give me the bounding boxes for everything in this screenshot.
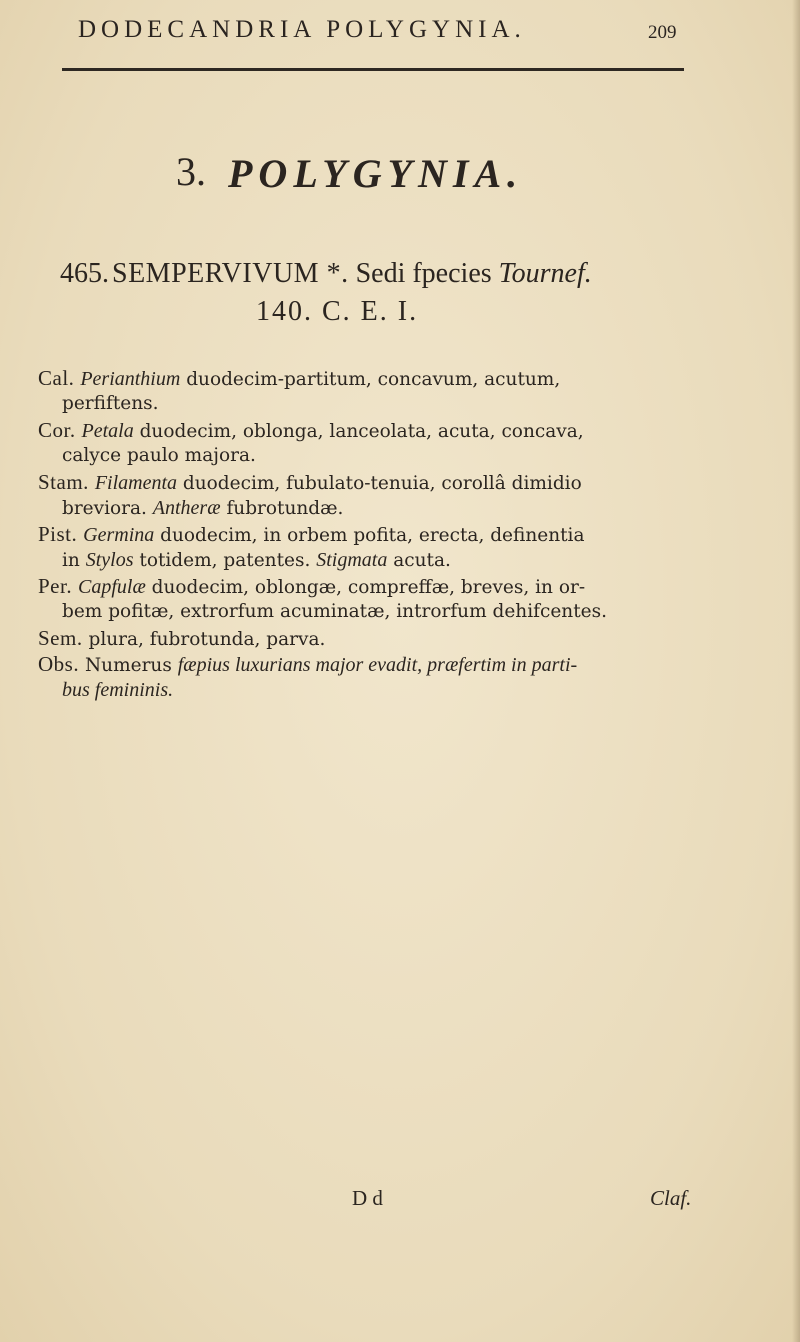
section-title: POLYGYNIA. [228, 151, 524, 196]
term: Antheræ [152, 497, 221, 519]
line-text: duodecim-partitum, concavum, acutum, [180, 369, 561, 390]
part-label: Per. [38, 574, 73, 598]
part-label: Pist. [38, 522, 78, 546]
line-text: bem pofitæ, extrorfum acuminatæ, introrfum dehifcentes. [62, 601, 607, 622]
term: Capfulæ [77, 576, 146, 598]
genus-text: Sedi fpecies [348, 258, 499, 289]
catchword: Claf. [650, 1186, 692, 1210]
text-line [38, 365, 778, 391]
term: Perianthium [80, 368, 181, 390]
genus-reference: 140. C. E. I. [256, 296, 419, 327]
term: bus femininis. [62, 679, 174, 701]
text-line [38, 677, 778, 703]
line-text: duodecim, oblongæ, compreffæ, breves, in or- [145, 577, 586, 598]
line-text: breviora. [62, 498, 153, 519]
text-line [38, 495, 778, 521]
term: Stigmata [316, 549, 388, 571]
text-line [38, 417, 778, 443]
section-number: 3. [176, 149, 206, 194]
term: Stylos [85, 549, 134, 571]
page-edge-shadow [792, 0, 800, 1342]
line-text: duodecim, in orbem pofita, erecta, definentia [154, 525, 585, 546]
line-text: duodecim, oblonga, lanceolata, acuta, concava, [133, 421, 584, 442]
line-text: in [62, 550, 86, 571]
text-line [38, 651, 778, 677]
text-line [38, 625, 778, 651]
page-number: 209 [648, 22, 677, 43]
text-line [38, 521, 778, 547]
term: Petala [81, 420, 134, 442]
genus-author: Tournef. [498, 258, 592, 289]
part-label: Cal. [38, 366, 75, 390]
text-line [38, 573, 778, 599]
signature-mark: D d [352, 1186, 383, 1210]
text-line [38, 391, 778, 417]
part-label: Cor. [38, 418, 76, 442]
running-head: DODECANDRIA POLYGYNIA. [78, 16, 526, 43]
part-label: Sem. [38, 626, 83, 650]
text-line [38, 469, 778, 495]
text-line [38, 443, 778, 469]
genus-number: 465. [60, 258, 109, 289]
line-text: plura, fubrotunda, parva. [88, 629, 326, 650]
term: fæpius luxurians major evadit, præfertim in parti- [177, 654, 578, 676]
text-line [38, 599, 778, 625]
line-text: totidem, patentes. [133, 550, 317, 571]
line-text: duodecim, fubulato-tenuia, corollâ dimidio [177, 473, 582, 494]
line-text: perfiftens. [62, 393, 159, 414]
term: Filamenta [94, 472, 178, 494]
part-label: Stam. [38, 470, 89, 494]
line-text: calyce paulo majora. [62, 445, 256, 466]
part-label: Obs. [38, 652, 80, 676]
genus-heading [60, 258, 760, 290]
line-text: fubrotundæ. [220, 498, 344, 519]
header-rule [62, 68, 684, 71]
text-line [38, 547, 778, 573]
genus-name: SEMPERVIVUM *. [112, 258, 349, 289]
term: Germina [83, 524, 155, 546]
description-body [38, 365, 778, 703]
line-text: acuta. [387, 550, 451, 571]
line-text: Numerus [84, 655, 178, 676]
